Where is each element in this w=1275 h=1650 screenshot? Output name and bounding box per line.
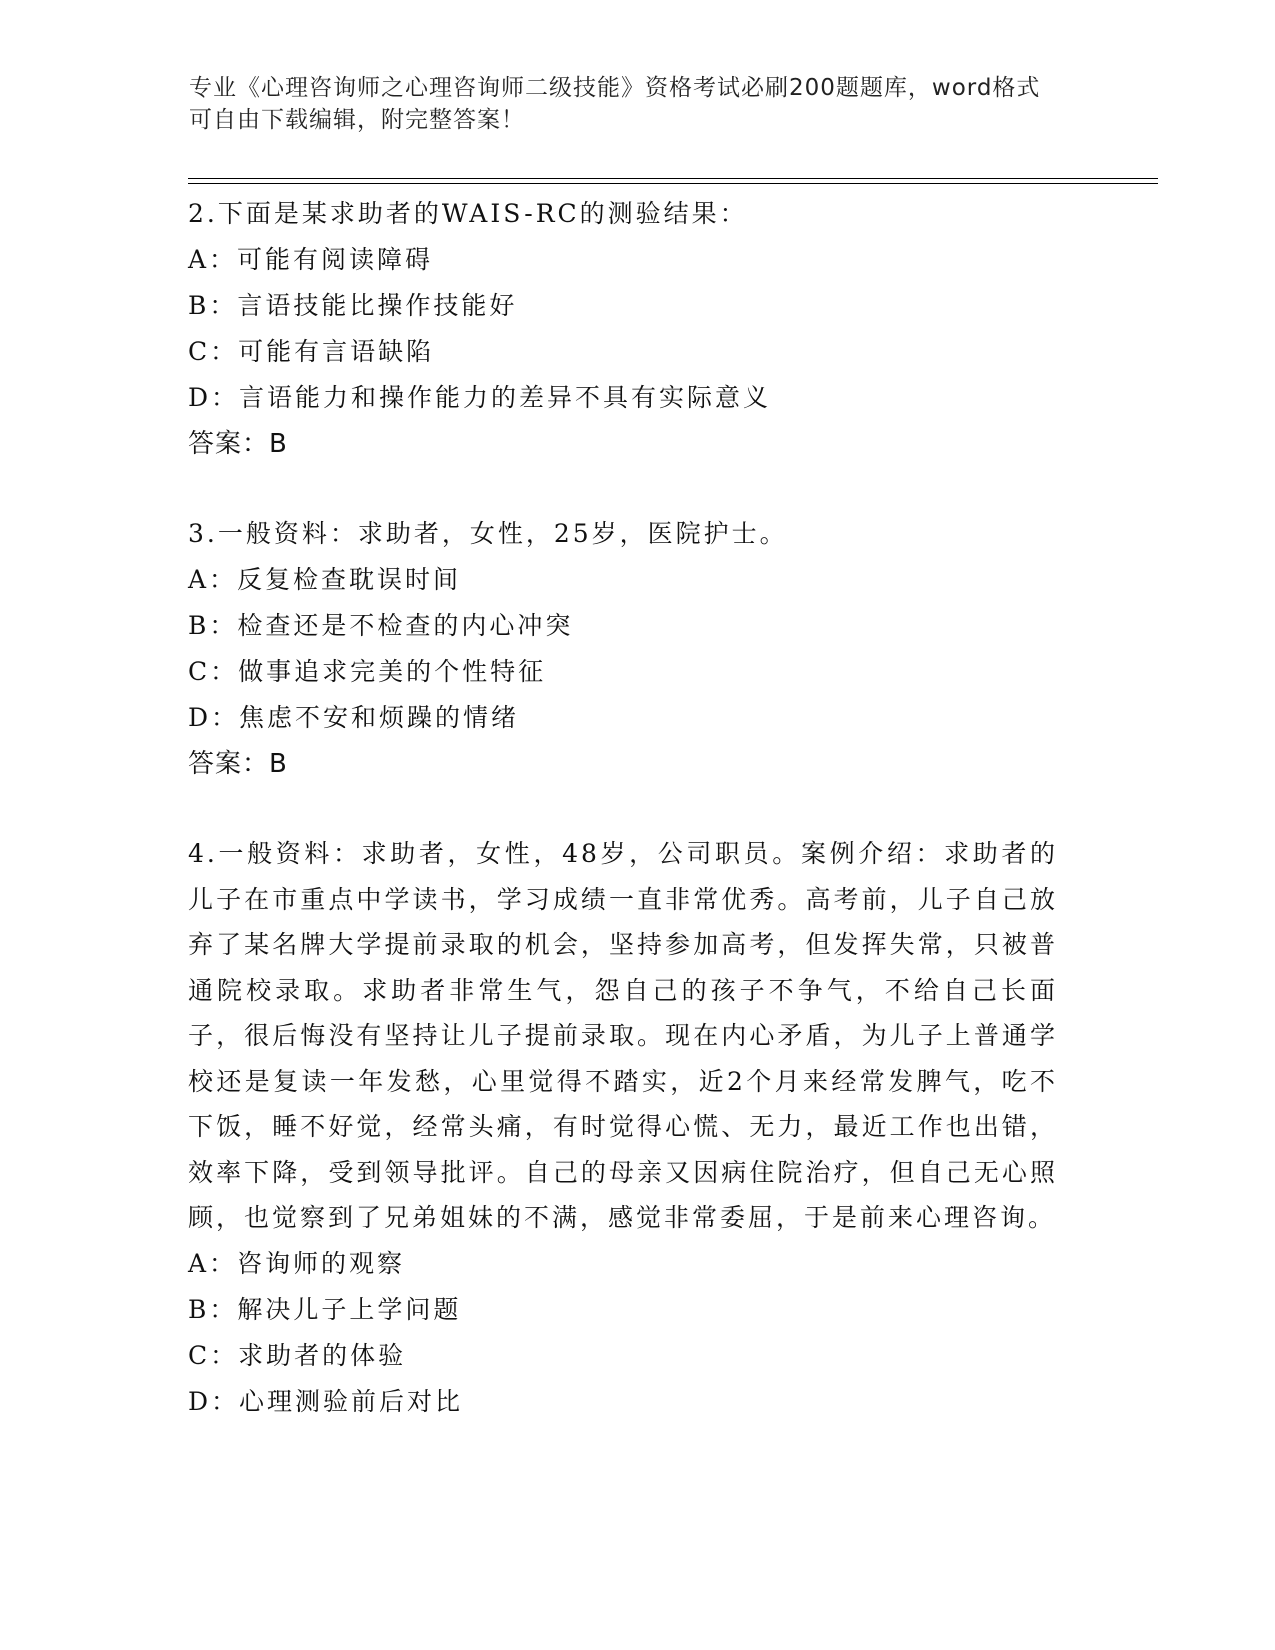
option-c: C：求助者的体验 <box>188 1340 407 1370</box>
header-rule-top <box>188 178 1158 179</box>
question-stem: 2.下面是某求助者的WAIS-RC的测验结果： <box>188 199 748 228</box>
option-b: B：言语技能比操作技能好 <box>188 291 518 320</box>
header-line-2: 可自由下载编辑，附完整答案！ <box>189 107 525 133</box>
question-stem: 4.一般资料：求助者，女性，48岁，公司职员。案例介绍：求助者的儿子在市重点中学读书，学习成绩一直非常优秀。高考前，儿子自己放弃了某名牌大学提前录取的机会，坚持参加高考，但发挥失常，只被普通院校录取。求助者非常生气，怨自己的孩子不争气，不给自己长面子，很后悔没有坚持让儿子提前录取。现在内心矛盾，为儿子上普通学校还是复读一年发愁，心里觉得不踏实，近2个月来经常发脾气，吃不下饭，睡不好觉，经常头痛，有时觉得心慌、无力，最近工作也出错，效率下降，受到领导批评。自己的母亲又因病住院治疗，但自己无心照顾，也觉察到了兄弟姐妹的不满，感觉非常委屈，于是前来心理咨询。 <box>188 839 1058 1232</box>
question-list <box>188 191 1068 1425</box>
header-rule-bottom <box>188 183 1158 184</box>
option-d: D：心理测验前后对比 <box>188 1386 464 1416</box>
question-4 <box>188 831 1068 1425</box>
option-a: A：反复检查耽误时间 <box>188 565 462 594</box>
option-a: A：咨询师的观察 <box>188 1248 406 1278</box>
option-c: C：可能有言语缺陷 <box>188 337 435 366</box>
question-stem: 3.一般资料：求助者，女性，25岁，医院护士。 <box>188 519 788 548</box>
option-a: A：可能有阅读障碍 <box>188 245 434 274</box>
option-b: B：解决儿子上学问题 <box>188 1294 462 1324</box>
question-3 <box>188 511 1068 787</box>
option-d: D：焦虑不安和烦躁的情绪 <box>188 703 520 732</box>
answer-label: 答案：B <box>188 749 288 779</box>
header-line-1: 专业《心理咨询师之心理咨询师二级技能》资格考试必刷200题题库，word格式 <box>189 75 1041 101</box>
document-header <box>189 72 1069 136</box>
spacer <box>188 467 1068 511</box>
option-b: B：检查还是不检查的内心冲突 <box>188 611 574 640</box>
spacer <box>188 787 1068 831</box>
question-2 <box>188 191 1068 467</box>
answer-label: 答案：B <box>188 429 288 459</box>
option-c: C：做事追求完美的个性特征 <box>188 657 547 686</box>
option-d: D：言语能力和操作能力的差异不具有实际意义 <box>188 383 772 412</box>
